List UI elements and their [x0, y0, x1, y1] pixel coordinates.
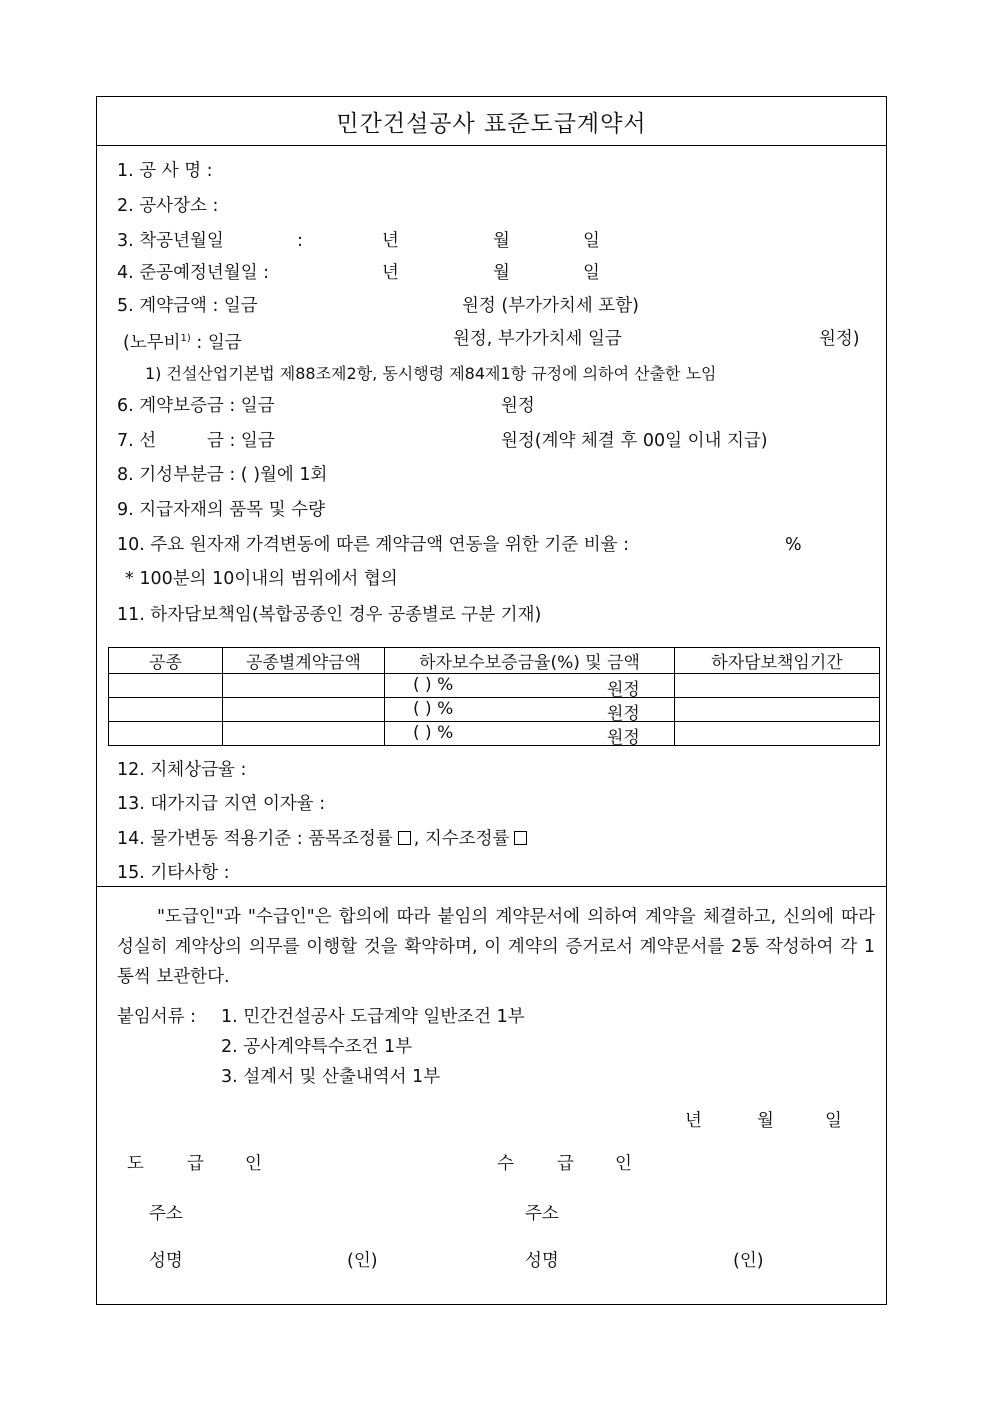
contractor-seal[interactable]: (인) — [733, 1251, 764, 1271]
contractor-title-2: 급 — [557, 1154, 574, 1174]
item-label: 15. 기타사항 : — [117, 863, 230, 883]
item-progress-payment — [117, 464, 327, 486]
rate-percent: ( ) % — [413, 723, 454, 743]
labor-vat: 원정, 부가가치세 일금 — [453, 329, 622, 349]
item-other-matters — [117, 862, 229, 884]
rate-won: 원정 — [607, 728, 640, 748]
year-label: 년 — [382, 231, 399, 251]
header-trade: 공종 — [109, 648, 223, 674]
item-label: 4. 준공예정년월일 : — [117, 263, 270, 283]
item-delay-penalty — [117, 759, 246, 781]
rate-percent: ( ) % — [413, 699, 454, 719]
item-label: 9. 지급자재의 품목 및 수량 — [117, 500, 325, 520]
item-contract-amount — [117, 295, 817, 317]
contract-date-year: 년 — [685, 1111, 702, 1131]
header-trade-amount: 공종별계약금액 — [223, 648, 385, 674]
cell-trade[interactable] — [109, 698, 223, 722]
section-divider — [97, 886, 886, 887]
footnote-text: 1) 건설산업기본법 제88조제2항, 동시행령 제84제1항 규정에 의하여 산출한 노임 — [145, 364, 717, 383]
item-label: 1. 공 사 명 : — [117, 161, 213, 181]
contractor-name-label: 성명 — [525, 1251, 559, 1271]
header-liability-period: 하자담보책임기간 — [675, 648, 880, 674]
item-late-interest — [117, 793, 325, 815]
table-header-row — [109, 648, 880, 674]
item-defect-liability — [117, 604, 541, 626]
contract-frame — [96, 96, 887, 1305]
attachment-item: 3. 설계서 및 산출내역서 1부 — [221, 1067, 441, 1087]
owner-title-3: 인 — [245, 1154, 262, 1174]
day-label: 일 — [583, 231, 600, 251]
table-row — [109, 698, 880, 722]
contractor-address-label: 주소 — [525, 1204, 559, 1224]
label-text: 붙임서류 : — [117, 1007, 197, 1027]
percent-unit: % — [785, 535, 802, 555]
cell-rate[interactable] — [385, 674, 675, 698]
item-rate-checkbox[interactable] — [398, 831, 411, 845]
item-labor-cost — [123, 328, 873, 354]
item-label: 3. 착공년월일 — [117, 231, 224, 251]
contractor-title-3: 인 — [615, 1154, 632, 1174]
item-price-adjustment — [117, 828, 530, 850]
attachment-item: 1. 민간건설공사 도급계약 일반조건 1부 — [221, 1007, 525, 1027]
table-row — [109, 674, 880, 698]
item-label: 10. 주요 원자재 가격변동에 따른 계약금액 연동을 위한 기준 비율 : — [117, 535, 629, 555]
item-project-location — [117, 195, 218, 217]
defect-liability-table — [108, 647, 880, 746]
item-project-name — [117, 160, 213, 182]
labor-label-2: : 일금 — [190, 333, 242, 353]
amount-suffix: 원정(계약 체결 후 00일 이내 지급) — [501, 431, 768, 451]
attachments-label — [117, 1006, 196, 1028]
contract-date-day: 일 — [825, 1111, 842, 1131]
footnote-marker: 1) — [180, 333, 191, 344]
cell-period[interactable] — [675, 722, 880, 746]
amount-suffix: 원정 — [501, 396, 535, 416]
item-label: 13. 대가지급 지연 이자율 : — [117, 794, 326, 814]
cell-trade[interactable] — [109, 722, 223, 746]
indexation-note — [125, 568, 398, 590]
document-title: 민간건설공사 표준도급계약서 — [336, 110, 647, 137]
rate-won: 원정 — [607, 680, 640, 700]
agreement-paragraph: "도급인"과 "수급인"은 합의에 따라 붙임의 계약문서에 의하여 계약을 체결하고, 신의에 따라 성실히 계약상의 의무를 이행할 것을 확약하며, 이 계약의 증거로서 계약문서를 2통 작성하여 각 1통씩 보관한다. — [117, 907, 875, 987]
cell-amount[interactable] — [223, 722, 385, 746]
contractor-title-1: 수 — [497, 1154, 514, 1174]
amount-suffix: 원정 (부가가치세 포함) — [462, 296, 639, 316]
colon: : — [297, 231, 303, 251]
rate-won: 원정 — [607, 704, 640, 724]
owner-name-label: 성명 — [149, 1251, 183, 1271]
owner-address-label: 주소 — [149, 1204, 183, 1224]
item-contract-deposit — [117, 395, 817, 417]
month-label: 월 — [493, 263, 510, 283]
labor-end: 원정) — [819, 329, 860, 349]
item-label: 5. 계약금액 : 일금 — [117, 296, 258, 316]
labor-label: (노무비 — [123, 333, 181, 353]
day-label: 일 — [583, 263, 600, 283]
owner-title-2: 급 — [187, 1154, 204, 1174]
owner-seal[interactable]: (인) — [347, 1251, 378, 1271]
cell-period[interactable] — [675, 674, 880, 698]
item-label: 2. 공사장소 : — [117, 196, 219, 216]
item-label-2: 금 : 일금 — [207, 431, 275, 451]
index-rate-label: , 지수조정률 — [413, 829, 510, 849]
attachment-item: 2. 공사계약특수조건 1부 — [221, 1037, 413, 1057]
month-label: 월 — [493, 231, 510, 251]
item-advance-payment — [117, 430, 857, 452]
item-label: 11. 하자담보책임(복합공종인 경우 공종별로 구분 기재) — [117, 605, 542, 625]
item-label: 7. 선 — [117, 431, 157, 451]
item-completion-date — [117, 262, 717, 284]
item-supplied-materials — [117, 499, 325, 521]
cell-rate[interactable] — [385, 722, 675, 746]
cell-trade[interactable] — [109, 674, 223, 698]
item-price-indexation — [117, 534, 837, 556]
cell-period[interactable] — [675, 698, 880, 722]
item-label: 6. 계약보증금 : 일금 — [117, 396, 275, 416]
item-label: 8. 기성부분금 : ( )월에 1회 — [117, 465, 328, 485]
item-start-date — [117, 230, 717, 252]
title-bar — [97, 97, 886, 146]
item-label: 14. 물가변동 적용기준 : 품목조정률 — [117, 829, 393, 849]
owner-title-1: 도 — [127, 1154, 144, 1174]
cell-rate[interactable] — [385, 698, 675, 722]
year-label: 년 — [382, 263, 399, 283]
cell-amount[interactable] — [223, 698, 385, 722]
index-rate-checkbox[interactable] — [514, 831, 527, 845]
labor-footnote — [145, 363, 717, 385]
cell-amount[interactable] — [223, 674, 385, 698]
contract-date-month: 월 — [757, 1111, 774, 1131]
table-row — [109, 722, 880, 746]
item-label: 12. 지체상금율 : — [117, 760, 247, 780]
note-text: * 100분의 10이내의 범위에서 협의 — [125, 569, 398, 589]
rate-percent: ( ) % — [413, 675, 454, 695]
header-warranty-rate: 하자보수보증금율(%) 및 금액 — [385, 648, 675, 674]
